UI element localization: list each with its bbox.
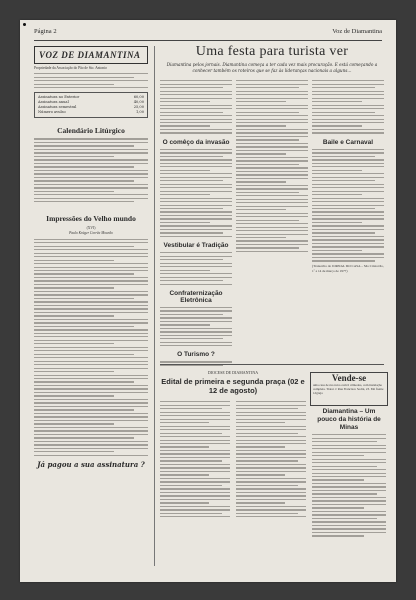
section-tourism: O Turismo ?	[177, 351, 215, 359]
transcription-note: (Transcrito do JORNAL DO CASA – São Cristovão, 1º a 14 de março de 1977)	[312, 263, 384, 273]
main-subtitle: Diamantina pelos jornais. Diamantina começa a ter cada vez mais procuração. E está começando a conhecer também os roteiros que se faz às lideranças nacionais a alguns...	[166, 62, 378, 73]
section-invasion: O comêço da invasão	[162, 138, 230, 146]
page-header	[34, 28, 382, 41]
body-column-1	[160, 78, 232, 368]
subscription-table: Assinatura no Exterior 60,00 Assinatura anual 40,00 Assinatura semestral 25,00 Número avulso 1,00	[34, 92, 148, 118]
ad-title: Vende-se	[331, 373, 367, 383]
masthead: VOZ DE DIAMANTINA	[34, 46, 148, 64]
calendar-body	[34, 138, 148, 202]
history-block	[312, 408, 386, 539]
subscription-reminder: Já pagou a sua assinatura ?	[37, 459, 145, 469]
body-column-2	[236, 78, 308, 254]
history-title: Diamantina – Um pouco da história de Minas	[317, 408, 381, 431]
page-number: Página 2	[34, 28, 57, 35]
corner-mark	[23, 23, 26, 26]
body-column-3	[312, 78, 384, 274]
impressions-title: Impressões do Velho mundo	[46, 214, 136, 224]
main-headline: Uma festa para turista ver	[195, 44, 349, 59]
edital-block	[160, 370, 306, 520]
edital-title: Edital de primeira e segunda praça (02 e 12 de agosto)	[161, 377, 305, 395]
ad-text: uma casa de rua nova com 6 cômodos, com instalação completa. Tratar c/ Rua Francisco Sodré, 23. Em frente à Igreja	[313, 383, 384, 396]
impressions-author: Paulo Krüger Corrêa Mourão	[69, 231, 113, 236]
section-confraternization: Confraternização Eletrônica	[169, 289, 223, 304]
impressions-number: (XVI)	[86, 226, 96, 231]
calendar-title: Calendário Litúrgico	[57, 126, 125, 136]
section-vestibular: Vestibular é Tradição	[163, 242, 229, 250]
edital-org: DIOCESE DE DIAMANTINA	[207, 370, 259, 375]
left-column	[34, 46, 148, 469]
classified-ad	[310, 372, 388, 406]
section-rule	[160, 364, 384, 365]
section-carnival: Baile e Carnaval	[322, 138, 374, 146]
column-divider	[154, 46, 155, 566]
imprint: Propriedade da Associação do Pão de Sto. Antonio	[34, 66, 107, 70]
newspaper-page	[20, 20, 396, 582]
impressions-body	[34, 239, 148, 456]
running-title: Voz de Diamantina	[332, 28, 382, 35]
